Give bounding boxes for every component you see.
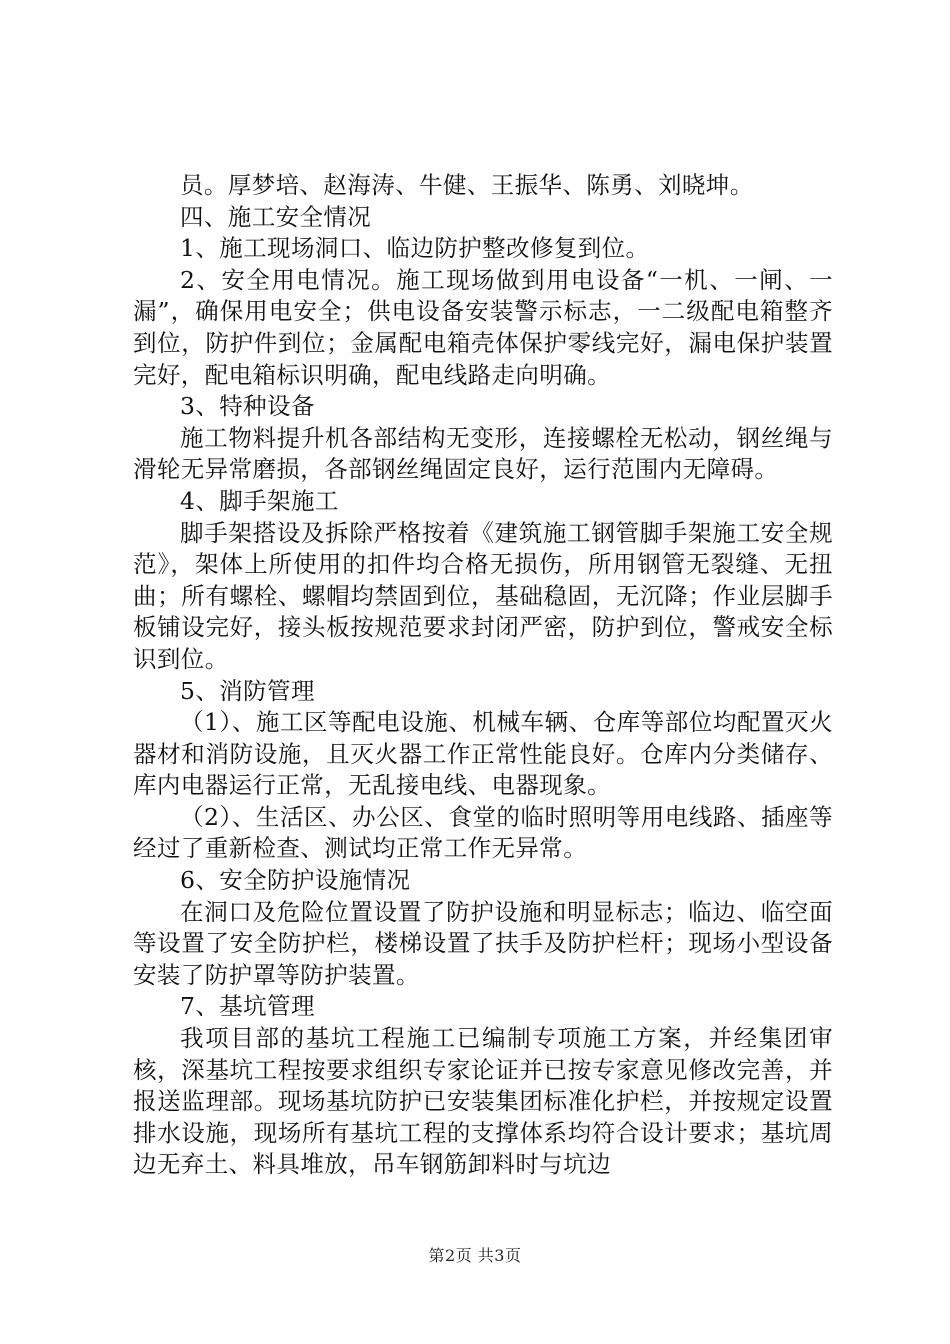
paragraph-item-1: 1、施工现场洞口、临边防护整改修复到位。 [180, 234, 650, 263]
page-footer: 第2页 共3页 [428, 1246, 522, 1265]
paragraph-fire-item-2: （2）、生活区、办公区、食堂的临时照明等用电线路、插座等经过了重新检查、测试均正常工作无异常。 [133, 802, 833, 863]
section-heading-construction-safety: 四、施工安全情况 [180, 202, 372, 231]
paragraph-foundation-pit: 我项目部的基坑工程施工已编制专项施工方案，并经集团审核，深基坑工程按要求组织专家论证并已按专家意见修改完善，并报送监理部。现场基坑防护已安装集团标准化护栏，并按规定设置排水设施，现场所有基坑工程的支撑体系均符合设计要求；基坑周边无弃土、料具堆放，吊车钢筋卸料时与坑边 [133, 1024, 833, 1179]
subheading-scaffolding: 4、脚手架施工 [180, 486, 339, 515]
paragraph-protection-facilities: 在洞口及危险位置设置了防护设施和明显标志；临边、临空面等设置了安全防护栏，楼梯设置了扶手及防护栏杆；现场小型设备安装了防护罩等防护装置。 [133, 897, 833, 989]
subheading-foundation-pit: 7、基坑管理 [180, 992, 315, 1021]
paragraph-personnel-continued: 员。厚梦培、赵海涛、牛健、王振华、陈勇、刘晓坤。 [180, 171, 754, 199]
paragraph-item-2-electricity: 2、安全用电情况。施工现场做到用电设备“一机、一闸、一漏”，确保用电安全；供电设备安装警示标志，一二级配电箱整齐到位，防护件到位；金属配电箱壳体保护零线完好，漏电保护装置完好，配电箱标识明确，配电线路走向明确。 [133, 265, 833, 389]
paragraph-fire-item-1: （1）、施工区等配电设施、机械车辆、仓库等部位均配置灭火器材和消防设施，且灭火器工作正常性能良好。仓库内分类储存、库内电器运行正常，无乱接电线、电器现象。 [133, 708, 833, 800]
subheading-special-equipment: 3、特种设备 [180, 392, 315, 421]
subheading-fire-management: 5、消防管理 [180, 676, 315, 705]
paragraph-special-equipment: 施工物料提升机各部结构无变形，连接螺栓无松动，钢丝绳与滑轮无异常磨损，各部钢丝绳固定良好，运行范围内无障碍。 [133, 423, 833, 484]
subheading-protection-facilities: 6、安全防护设施情况 [180, 866, 411, 895]
document-body [133, 170, 833, 1181]
paragraph-scaffolding: 脚手架搭设及拆除严格按着《建筑施工钢管脚手架施工安全规范》，架体上所使用的扣件均合格无损伤，所用钢管无裂缝、无扭曲；所有螺栓、螺帽均禁固到位，基础稳固，无沉降；作业层脚手板铺设完好，接头板按规范要求封闭严密，防护到位，警戒安全标识到位。 [133, 518, 833, 673]
